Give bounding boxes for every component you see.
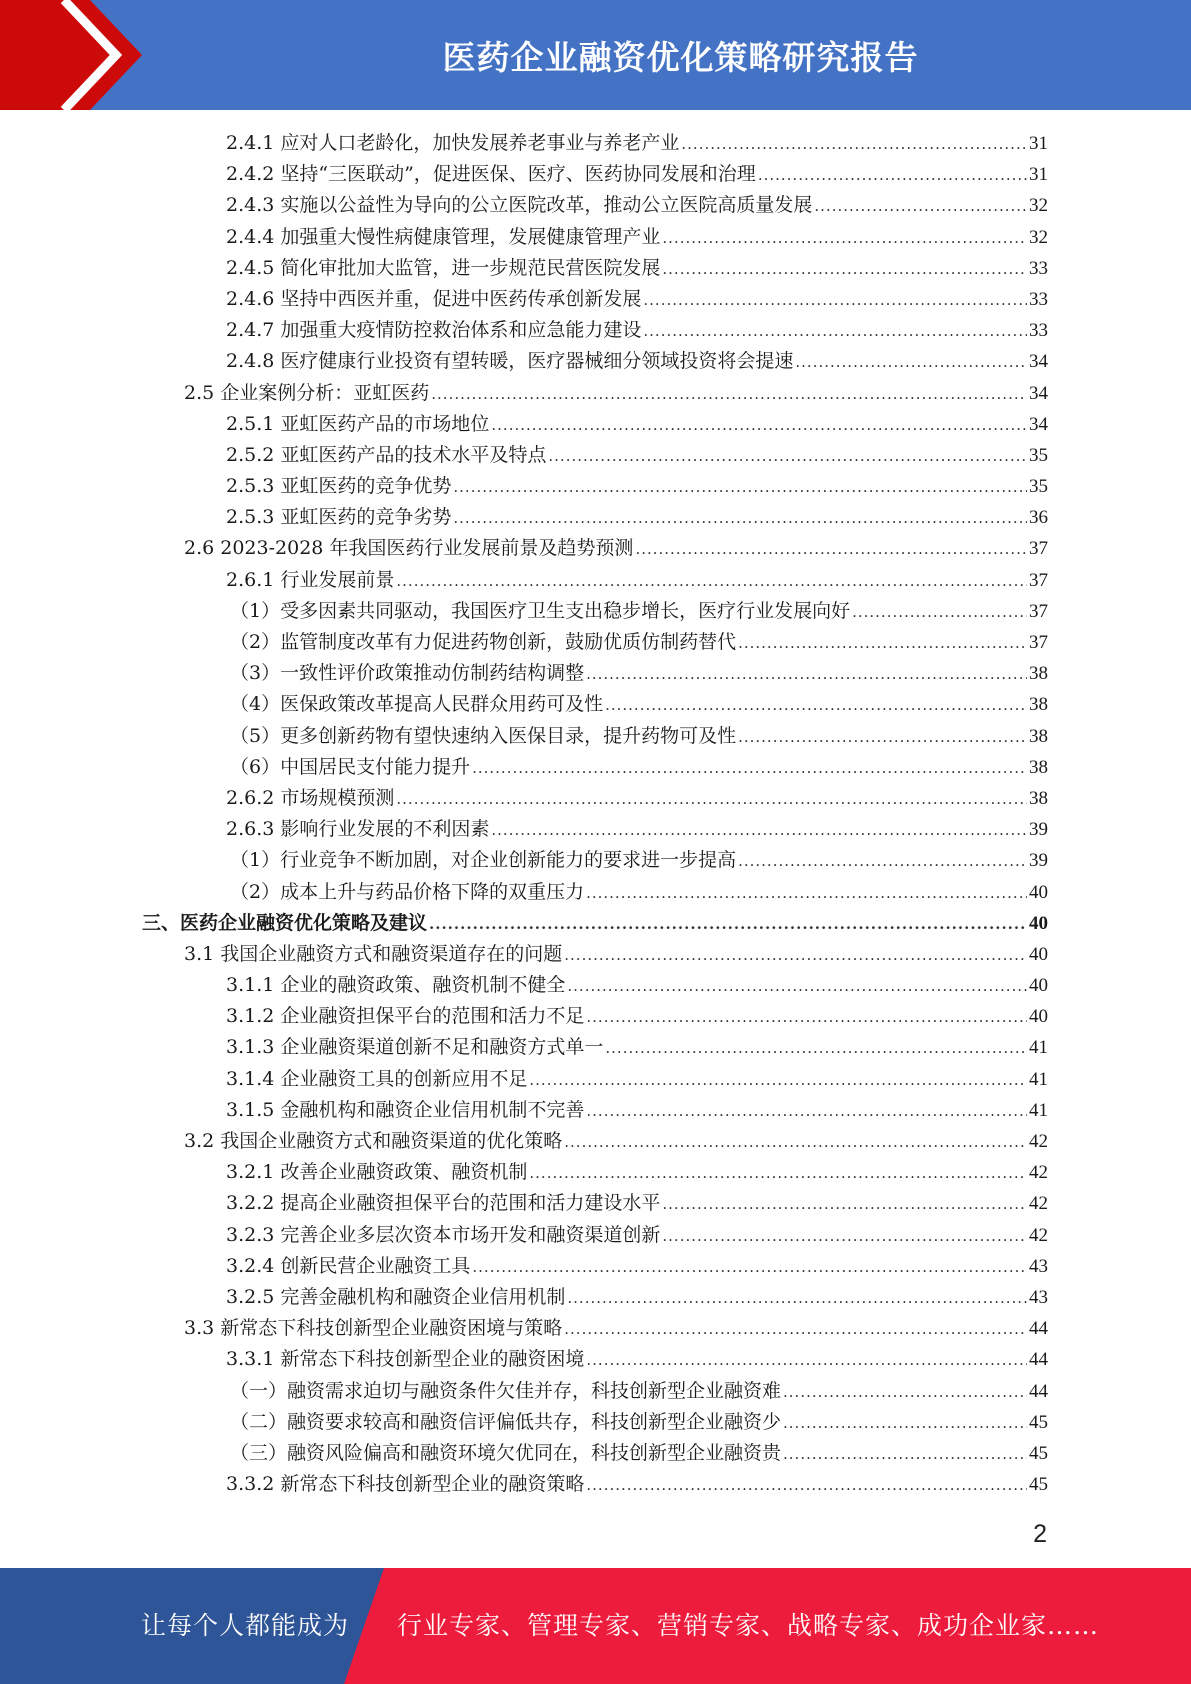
toc-entry-title: 3.1.4 企业融资工具的创新应用不足 <box>226 1067 528 1090</box>
toc-entry-title: 2.5.1 亚虹医药产品的市场地位 <box>226 412 490 435</box>
toc-entry[interactable] <box>142 877 1048 908</box>
toc-dot-leader <box>605 1033 1027 1064</box>
toc-entry-title: （4）医保政策改革提高人民群众用药可及性 <box>230 693 604 716</box>
toc-dot-leader <box>564 1314 1027 1345</box>
toc-entry-page: 38 <box>1029 694 1048 716</box>
toc-dot-leader <box>564 1127 1027 1158</box>
toc-entry-title: 3.2.4 创新民营企业融资工具 <box>226 1254 471 1277</box>
toc-entry-title: 2.5.3 亚虹医药的竞争优势 <box>226 475 452 498</box>
toc-entry-page: 39 <box>1029 850 1048 872</box>
toc-entry-title: 三、医药企业融资优化策略及建议 <box>142 911 428 934</box>
footer-slogan-left: 让每个人都能成为 <box>141 1611 350 1640</box>
toc-entry[interactable] <box>142 315 1048 346</box>
toc-entry-page: 38 <box>1029 787 1048 809</box>
toc-dot-leader <box>795 347 1027 378</box>
toc-entry-page: 38 <box>1029 756 1048 778</box>
toc-entry-title: （5）更多创新药物有望快速纳入医保目录，提升药物可及性 <box>230 724 737 747</box>
toc-entry-page: 33 <box>1029 257 1048 279</box>
toc-entry-title: （2）成本上升与药品价格下降的双重压力 <box>230 880 585 903</box>
toc-entry-page: 45 <box>1029 1411 1048 1433</box>
toc-entry-title: 3.2 我国企业融资方式和融资渠道的优化策略 <box>184 1130 563 1152</box>
toc-entry-title: 2.6 2023-2028 年我国医药行业发展前景及趋势预测 <box>184 537 634 560</box>
toc-dot-leader <box>643 316 1027 347</box>
toc-entry[interactable] <box>142 1157 1048 1188</box>
toc-dot-leader <box>758 160 1027 191</box>
toc-dot-leader <box>738 846 1027 877</box>
toc-entry[interactable] <box>142 1407 1048 1438</box>
toc-dot-leader <box>564 940 1027 971</box>
toc-entry-title: 2.5.2 亚虹医药产品的技术水平及特点 <box>226 443 547 466</box>
toc-entry[interactable] <box>142 1064 1048 1095</box>
toc-entry-page: 40 <box>1029 881 1048 903</box>
toc-dot-leader <box>567 971 1027 1002</box>
toc-entry-title: 2.6.2 市场规模预测 <box>226 786 395 809</box>
toc-entry-page: 42 <box>1029 1162 1048 1184</box>
toc-entry-page: 40 <box>1029 975 1048 997</box>
toc-entry-page: 32 <box>1029 195 1048 217</box>
toc-entry[interactable] <box>142 502 1048 533</box>
table-of-contents <box>142 128 1048 1500</box>
toc-entry-title: 3.2.1 改善企业融资政策、融资机制 <box>226 1161 528 1184</box>
toc-entry-title: （1）行业竞争不断加剧，对企业创新能力的要求进一步提高 <box>230 849 737 872</box>
toc-entry[interactable] <box>142 658 1048 689</box>
toc-entry-title: 2.5.3 亚虹医药的竞争劣势 <box>226 506 452 529</box>
toc-entry-page: 35 <box>1029 444 1048 466</box>
toc-dot-leader <box>662 1221 1027 1252</box>
toc-dot-leader <box>738 722 1027 753</box>
toc-dot-leader <box>662 223 1027 254</box>
toc-entry[interactable] <box>142 190 1048 221</box>
toc-entry[interactable] <box>142 1126 1048 1157</box>
toc-entry[interactable] <box>142 1188 1048 1219</box>
toc-dot-leader <box>643 285 1027 316</box>
toc-entry-title: 3.2.3 完善企业多层次资本市场开发和融资渠道创新 <box>226 1223 661 1246</box>
toc-entry-page: 41 <box>1029 1068 1048 1090</box>
toc-dot-leader <box>453 472 1027 503</box>
toc-entry-title: 2.4.8 医疗健康行业投资有望转暖，医疗器械细分领域投资将会提速 <box>226 350 794 373</box>
toc-dot-leader <box>783 1377 1027 1408</box>
toc-entry[interactable] <box>142 378 1048 409</box>
toc-entry[interactable] <box>142 1438 1048 1469</box>
toc-entry[interactable] <box>142 128 1048 159</box>
toc-dot-leader <box>662 254 1027 285</box>
toc-entry-page: 37 <box>1029 569 1048 591</box>
toc-entry-title: 2.4.3 实施以公益性为导向的公立医院改革，推动公立医院高质量发展 <box>226 194 813 217</box>
toc-entry-title: 3.3 新常态下科技创新型企业融资困境与策略 <box>184 1317 563 1340</box>
toc-entry-page: 32 <box>1029 226 1048 248</box>
toc-entry[interactable] <box>142 721 1048 752</box>
toc-entry[interactable] <box>142 752 1048 783</box>
toc-entry-page: 34 <box>1029 413 1048 435</box>
toc-entry-title: 2.4.6 坚持中西医并重，促进中医药传承创新发展 <box>226 287 642 310</box>
toc-entry-title: （6）中国居民支付能力提升 <box>230 755 471 778</box>
toc-dot-leader <box>681 129 1027 160</box>
toc-dot-leader <box>662 1189 1027 1220</box>
toc-entry-title: （二）融资要求较高和融资信评偏低共存，科技创新型企业融资少 <box>230 1410 782 1433</box>
toc-entry-title: 2.5 企业案例分析：亚虹医药 <box>184 381 430 404</box>
toc-dot-leader <box>472 753 1027 784</box>
toc-entry-title: 3.3.1 新常态下科技创新型企业的融资困境 <box>226 1348 585 1371</box>
toc-entry-page: 44 <box>1029 1349 1048 1371</box>
toc-entry-title: （三）融资风险偏高和融资环境欠优同在，科技创新型企业融资贵 <box>230 1441 782 1464</box>
toc-entry-title: 3.3.2 新常态下科技创新型企业的融资策略 <box>226 1473 585 1496</box>
page-number: 2 <box>1033 1520 1047 1548</box>
toc-entry[interactable] <box>142 970 1048 1001</box>
toc-entry-title: 3.1 我国企业融资方式和融资渠道存在的问题 <box>184 942 563 965</box>
toc-entry-page: 42 <box>1029 1193 1048 1215</box>
toc-dot-leader <box>472 1252 1027 1283</box>
toc-entry-page: 41 <box>1029 1037 1048 1059</box>
toc-entry[interactable] <box>142 1001 1048 1032</box>
toc-dot-leader <box>586 1470 1027 1501</box>
toc-entry-title: 3.2.2 提高企业融资担保平台的范围和活力建设水平 <box>226 1192 661 1215</box>
toc-entry[interactable] <box>142 845 1048 876</box>
toc-dot-leader <box>814 191 1027 222</box>
toc-entry-page: 33 <box>1029 288 1048 310</box>
toc-dot-leader <box>453 503 1027 534</box>
toc-dot-leader <box>396 566 1027 597</box>
toc-entry-title: 2.4.1 应对人口老龄化，加快发展养老事业与养老产业 <box>226 132 680 154</box>
toc-entry-title: 3.1.5 金融机构和融资企业信用机制不完善 <box>226 1098 585 1121</box>
toc-entry[interactable] <box>142 1251 1048 1282</box>
toc-entry-title: 2.4.2 坚持“三医联动”，促进医保、医疗、医药协同发展和治理 <box>226 163 756 186</box>
toc-entry[interactable] <box>142 1344 1048 1375</box>
toc-entry-page: 35 <box>1029 476 1048 498</box>
toc-dot-leader <box>783 1439 1027 1470</box>
toc-entry-page: 40 <box>1029 912 1048 934</box>
toc-entry-page: 37 <box>1029 600 1048 622</box>
toc-entry[interactable] <box>142 939 1048 970</box>
toc-dot-leader <box>529 1158 1027 1189</box>
toc-entry[interactable] <box>142 814 1048 845</box>
toc-entry-page: 44 <box>1029 1318 1048 1340</box>
toc-dot-leader <box>635 534 1027 565</box>
toc-entry[interactable] <box>142 222 1048 253</box>
toc-entry[interactable] <box>142 596 1048 627</box>
report-title: 医药企业融资优化策略研究报告 <box>442 37 919 77</box>
toc-entry[interactable] <box>142 1376 1048 1407</box>
toc-entry-title: （1）受多因素共同驱动，我国医疗卫生支出稳步增长，医疗行业发展向好 <box>230 599 851 622</box>
toc-entry-title: 3.1.2 企业融资担保平台的范围和活力不足 <box>226 1005 585 1028</box>
toc-entry-page: 45 <box>1029 1442 1048 1464</box>
toc-dot-leader <box>586 1096 1027 1127</box>
toc-entry[interactable] <box>142 565 1048 596</box>
toc-entry[interactable] <box>142 159 1048 190</box>
toc-dot-leader <box>529 1065 1027 1096</box>
toc-entry-title: 2.6.1 行业发展前景 <box>226 568 395 591</box>
page-header <box>0 0 1191 110</box>
toc-entry[interactable] <box>142 1095 1048 1126</box>
toc-dot-leader <box>491 815 1027 846</box>
toc-entry-page: 31 <box>1029 133 1048 154</box>
toc-entry-page: 34 <box>1029 351 1048 373</box>
toc-dot-leader <box>586 1002 1027 1033</box>
toc-entry[interactable] <box>142 409 1048 440</box>
toc-entry[interactable] <box>142 471 1048 502</box>
page-footer <box>0 1568 1191 1684</box>
toc-dot-leader <box>567 1283 1027 1314</box>
toc-entry[interactable] <box>142 284 1048 315</box>
toc-dot-leader <box>491 410 1027 441</box>
toc-entry-page: 36 <box>1029 507 1048 529</box>
toc-entry-page: 31 <box>1029 164 1048 186</box>
toc-entry-page: 40 <box>1029 943 1048 965</box>
toc-dot-leader <box>852 597 1027 628</box>
toc-entry-page: 37 <box>1029 632 1048 653</box>
toc-entry-page: 42 <box>1029 1224 1048 1246</box>
toc-entry[interactable] <box>142 627 1048 658</box>
toc-entry[interactable] <box>142 440 1048 471</box>
toc-entry[interactable] <box>142 908 1048 939</box>
toc-dot-leader <box>396 784 1027 815</box>
toc-entry-title: 3.2.5 完善金融机构和融资企业信用机制 <box>226 1285 566 1308</box>
toc-entry-title: 3.1.3 企业融资渠道创新不足和融资方式单一 <box>226 1036 604 1059</box>
toc-dot-leader <box>586 659 1027 690</box>
toc-entry[interactable] <box>142 253 1048 284</box>
toc-entry-page: 43 <box>1029 1255 1048 1277</box>
toc-entry-page: 41 <box>1029 1099 1048 1121</box>
toc-entry-title: （2）监管制度改革有力促进药物创新，鼓励优质仿制药替代 <box>230 631 737 653</box>
toc-dot-leader <box>429 909 1027 940</box>
toc-entry-page: 43 <box>1029 1286 1048 1308</box>
toc-entry-page: 33 <box>1029 320 1048 342</box>
toc-dot-leader <box>586 878 1027 909</box>
toc-dot-leader <box>738 628 1027 659</box>
toc-entry-title: 2.4.7 加强重大疫情防控救治体系和应急能力建设 <box>226 319 642 342</box>
toc-entry-title: （3）一致性评价政策推动仿制药结构调整 <box>230 662 585 685</box>
header-arrow-decoration <box>0 0 160 110</box>
toc-entry-title: 2.4.4 加强重大慢性病健康管理，发展健康管理产业 <box>226 225 661 248</box>
toc-entry-title: 2.4.5 简化审批加大监管，进一步规范民营医院发展 <box>226 256 661 279</box>
toc-entry-page: 37 <box>1029 538 1048 560</box>
toc-dot-leader <box>548 441 1027 472</box>
toc-dot-leader <box>431 379 1027 410</box>
toc-entry-page: 40 <box>1029 1006 1048 1028</box>
toc-entry[interactable] <box>142 1282 1048 1313</box>
toc-dot-leader <box>586 1345 1027 1376</box>
toc-entry[interactable] <box>142 346 1048 377</box>
toc-entry-page: 44 <box>1029 1380 1048 1402</box>
toc-entry-page: 39 <box>1029 819 1048 841</box>
toc-entry[interactable] <box>142 783 1048 814</box>
toc-entry-page: 34 <box>1029 382 1048 404</box>
toc-entry-title: （一）融资需求迫切与融资条件欠佳并存，科技创新型企业融资难 <box>230 1379 782 1402</box>
toc-entry[interactable] <box>142 1313 1048 1344</box>
toc-dot-leader <box>605 690 1027 721</box>
toc-entry-page: 45 <box>1029 1474 1048 1496</box>
toc-entry-title: 3.1.1 企业的融资政策、融资机制不健全 <box>226 974 566 997</box>
toc-entry[interactable] <box>142 1032 1048 1063</box>
toc-entry-page: 38 <box>1029 725 1048 747</box>
toc-dot-leader <box>783 1408 1027 1439</box>
toc-entry[interactable] <box>142 689 1048 720</box>
toc-entry-page: 42 <box>1029 1131 1048 1152</box>
toc-entry[interactable] <box>142 1469 1048 1500</box>
toc-entry[interactable] <box>142 1220 1048 1251</box>
toc-entry-title: 2.6.3 影响行业发展的不利因素 <box>226 818 490 841</box>
footer-slogan-right: 行业专家、管理专家、营销专家、战略专家、成功企业家…… <box>397 1611 1100 1640</box>
toc-entry-page: 38 <box>1029 663 1048 685</box>
toc-entry[interactable] <box>142 533 1048 564</box>
